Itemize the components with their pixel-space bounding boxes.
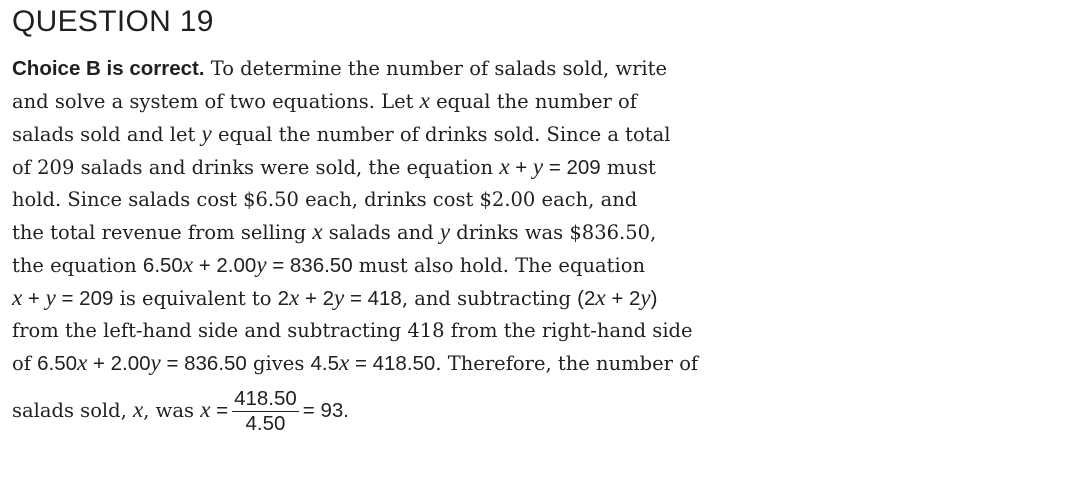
text-segment: To determine the number of salads sold, write	[204, 57, 668, 80]
text-segment: hold. Since salads cost $6.50 each, drinks cost $2.00 each, and	[12, 188, 638, 211]
question-title: QUESTION 19	[12, 5, 214, 38]
variable-y: y	[256, 252, 267, 277]
text-segment: , and subtracting	[401, 287, 578, 310]
explanation-line-10	[12, 347, 802, 380]
text-segment: . Therefore, the number of	[435, 352, 699, 375]
text-segment: must	[600, 156, 656, 179]
variable-x: x	[312, 219, 323, 244]
math-segment: 6.50	[142, 254, 183, 277]
math-segment: + 2.00	[193, 254, 257, 277]
explanation-line-2	[12, 85, 802, 118]
fraction-numerator: 418.50	[234, 387, 297, 410]
text-segment: salads sold,	[12, 399, 134, 422]
text-segment: salads sold and let	[12, 123, 202, 146]
variable-x: x	[289, 285, 300, 310]
text-segment: equal the number of drinks sold. Since a total	[211, 123, 671, 146]
text-segment: the total revenue from selling	[12, 221, 313, 244]
text-segment: , was	[143, 399, 201, 422]
variable-y: y	[201, 121, 212, 146]
text-segment: of 209 salads and drinks were sold, the equation	[12, 156, 500, 179]
math-segment: +	[22, 287, 46, 310]
math-segment: (2	[577, 287, 596, 310]
answer-explanation	[12, 53, 802, 435]
math-segment: = 209	[55, 287, 114, 310]
text-segment: from the left-hand side and subtracting 418 from the right-hand side	[12, 319, 693, 342]
explanation-line-11	[12, 387, 802, 435]
variable-x: x	[499, 154, 510, 179]
math-segment: =	[210, 399, 229, 422]
fraction-denominator: 4.50	[245, 412, 286, 435]
explanation-line-5	[12, 184, 802, 216]
math-segment: = 209	[543, 156, 601, 179]
variable-x: x	[12, 285, 23, 310]
variable-y: y	[640, 285, 651, 310]
text-segment: drinks was $836.50,	[450, 221, 657, 244]
text-segment: gives	[246, 352, 311, 375]
math-segment: = 418.50	[349, 352, 436, 375]
text-segment: and solve a system of two equations. Let	[12, 90, 420, 113]
variable-y: y	[334, 285, 345, 310]
correct-choice-label: Choice B is correct.	[12, 57, 205, 80]
math-segment: + 2	[299, 287, 335, 310]
text-segment: of	[12, 352, 38, 375]
math-segment: + 2.00	[87, 352, 151, 375]
explanation-line-3	[12, 118, 802, 151]
variable-y: y	[45, 285, 56, 310]
math-segment: +	[509, 156, 533, 179]
variable-y: y	[532, 154, 544, 179]
explanation-line-7	[12, 249, 802, 282]
variable-x: x	[182, 252, 194, 277]
explanation-line-1	[12, 53, 802, 85]
text-segment: the equation	[12, 254, 143, 277]
text-segment: must also hold. The equation	[352, 254, 646, 277]
text-segment: salads and	[322, 221, 440, 244]
math-segment: 6.50	[37, 352, 78, 375]
math-segment: = 418	[344, 287, 402, 310]
math-segment: 4.5	[310, 352, 340, 375]
math-segment: = 836.50	[160, 352, 247, 375]
explanation-line-9	[12, 315, 802, 347]
variable-x: x	[339, 350, 350, 375]
fraction	[232, 388, 299, 435]
explanation-line-6	[12, 216, 802, 249]
variable-y: y	[439, 219, 451, 244]
variable-x: x	[419, 88, 430, 113]
math-segment: 2	[277, 287, 290, 310]
explanation-line-4	[12, 151, 802, 184]
variable-x: x	[77, 350, 88, 375]
math-segment: )	[650, 287, 658, 310]
text-segment: is equivalent to	[113, 287, 278, 310]
variable-x: x	[133, 397, 144, 422]
math-segment: = 93	[302, 399, 344, 422]
variable-x: x	[595, 285, 606, 310]
math-segment: = 836.50	[266, 254, 353, 277]
variable-y: y	[150, 350, 161, 375]
text-segment: equal the number of	[429, 90, 637, 113]
explanation-line-8	[12, 282, 802, 315]
math-segment: + 2	[605, 287, 641, 310]
text-segment: .	[343, 399, 349, 422]
variable-x: x	[200, 397, 211, 422]
